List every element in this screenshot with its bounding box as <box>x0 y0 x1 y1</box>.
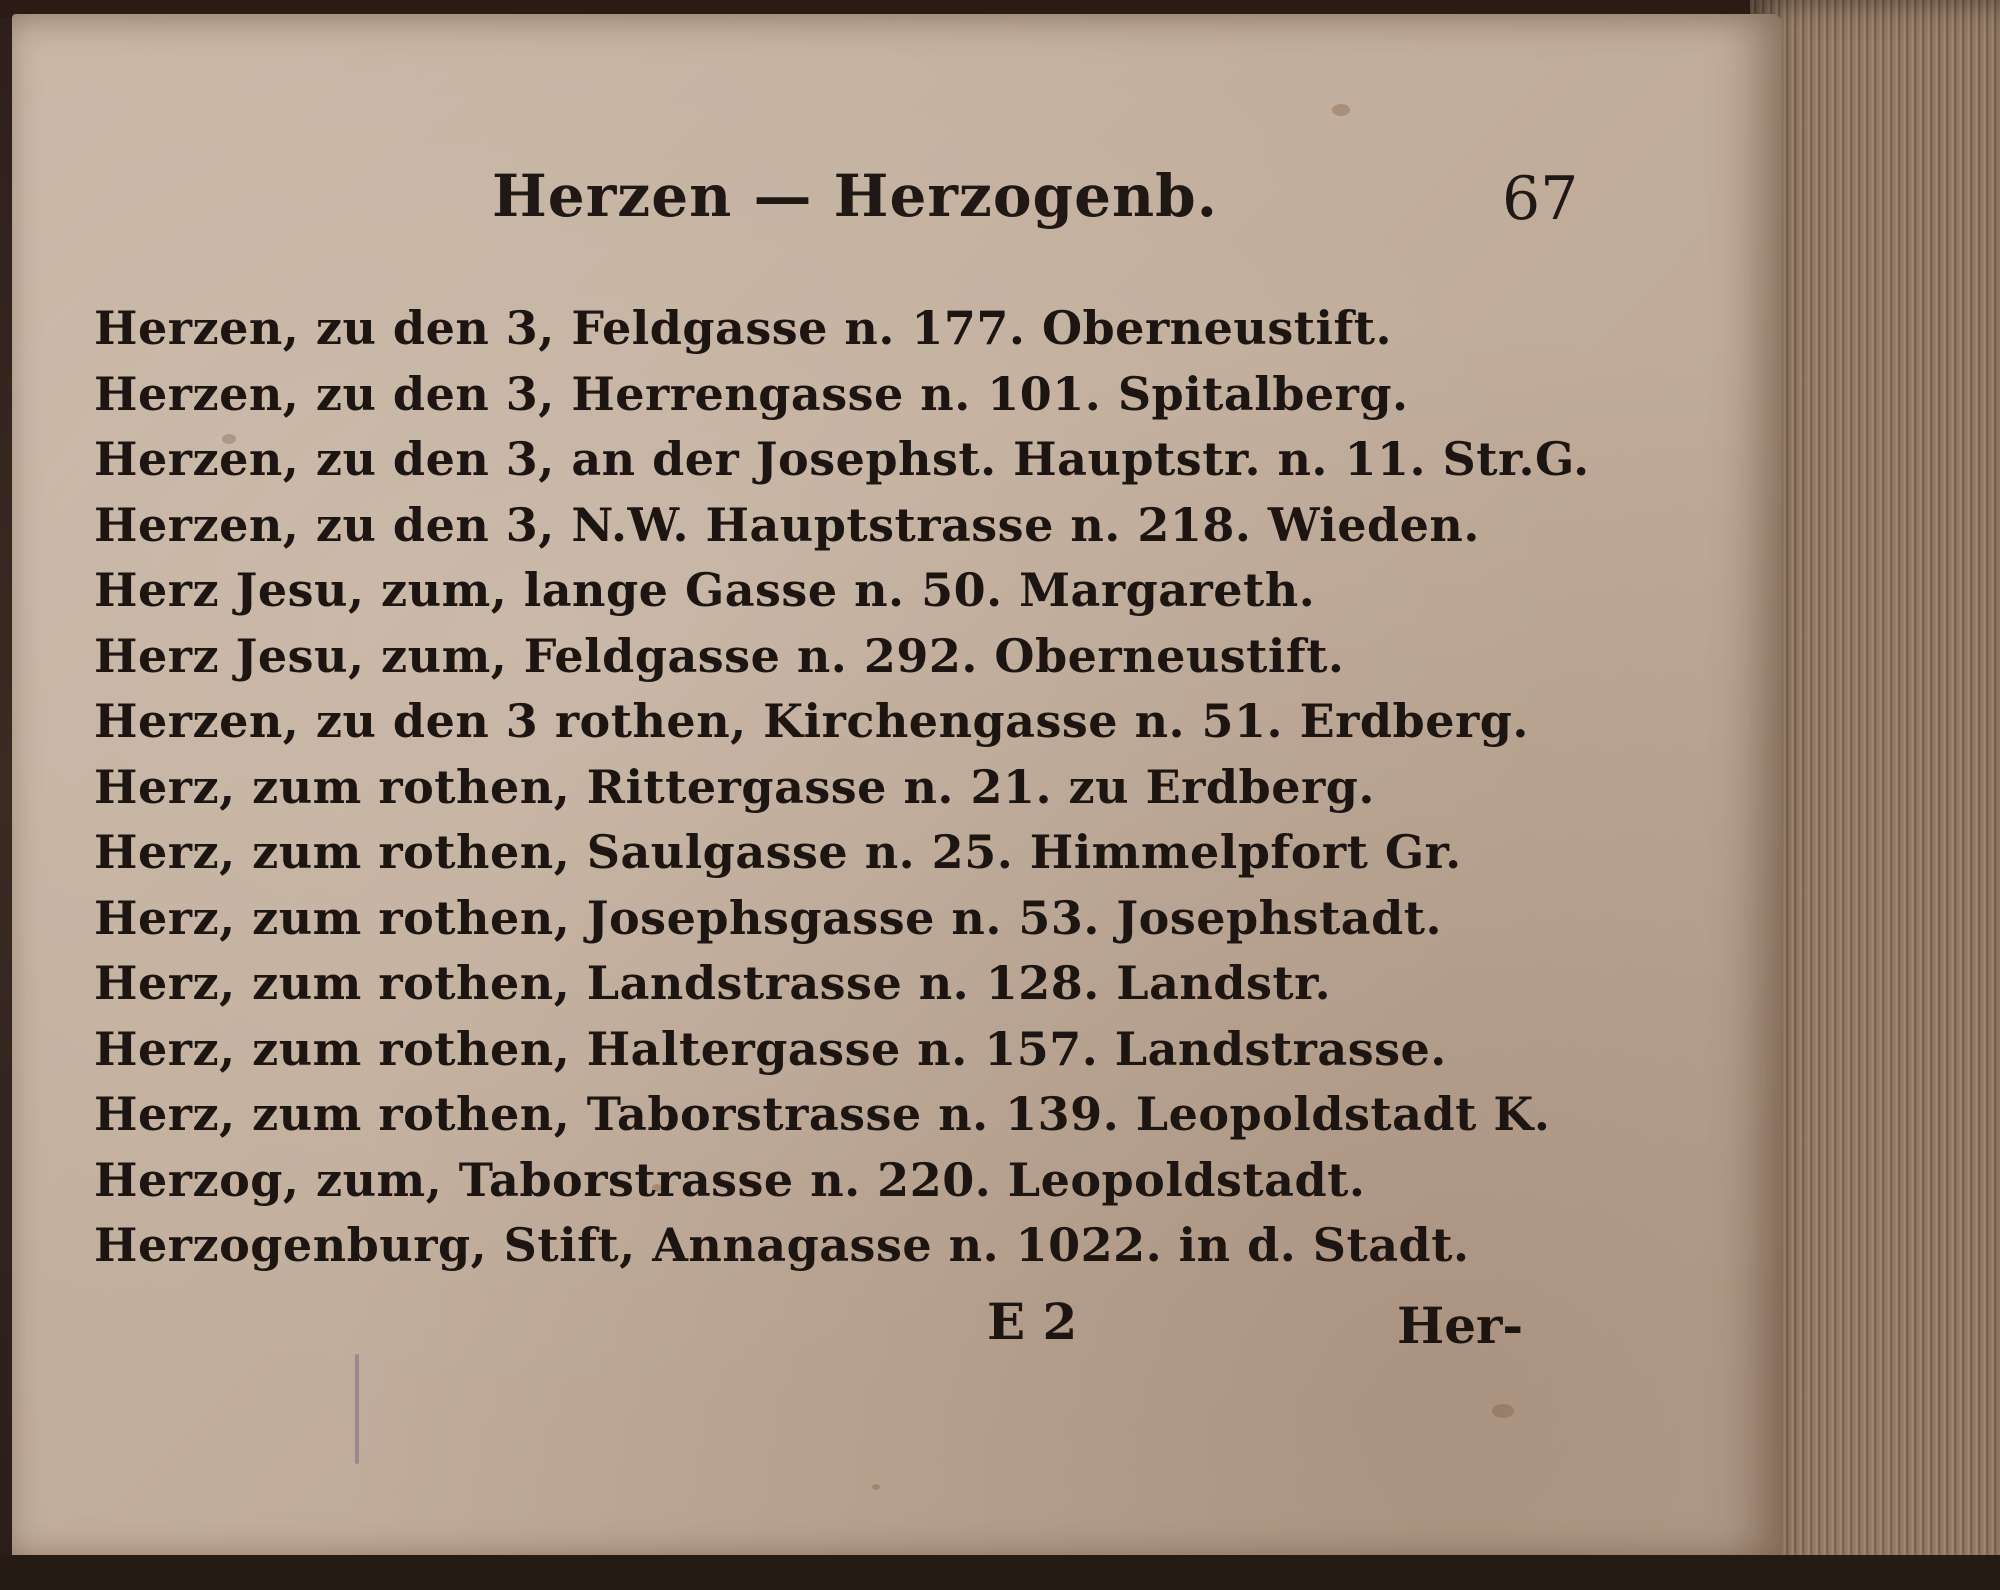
directory-entry: Herzog, zum, Taborstrasse n. 220. Leopoldstadt. <box>94 1152 1366 1207</box>
directory-entries <box>94 296 1614 1279</box>
paper-stain <box>872 1484 880 1490</box>
directory-entry: Herzogenburg, Stift, Annagasse n. 1022. in d. Stadt. <box>94 1218 1470 1272</box>
page-block-edges <box>1750 0 2000 1590</box>
directory-entry: Herzen, zu den 3 rothen, Kirchengasse n. 51. Erdberg. <box>94 694 1529 748</box>
paper-stain <box>1492 1404 1514 1418</box>
running-head: Herzen — Herzogenb. <box>492 162 1218 230</box>
directory-entry: Herz Jesu, zum, Feldgasse n. 292. Oberneustift. <box>94 628 1345 683</box>
pencil-mark <box>355 1354 359 1464</box>
book-page <box>12 14 1782 1562</box>
signature-mark: E 2 <box>987 1292 1078 1351</box>
directory-entry: Herzen, zu den 3, Herrengasse n. 101. Spitalberg. <box>94 366 1409 421</box>
directory-entry: Herz, zum rothen, Josephsgasse n. 53. Josephstadt. <box>94 890 1442 945</box>
directory-entry: Herzen, zu den 3, Feldgasse n. 177. Oberneustift. <box>94 301 1393 355</box>
directory-entry: Herz, zum rothen, Haltergasse n. 157. Landstrasse. <box>94 1021 1447 1076</box>
directory-entry: Herz, zum rothen, Saulgasse n. 25. Himmelpfort Gr. <box>94 825 1462 879</box>
paper-stain <box>1332 104 1350 116</box>
directory-entry: Herz, zum rothen, Taborstrasse n. 139. Leopoldstadt K. <box>94 1087 1551 1141</box>
directory-entry: Herz, zum rothen, Rittergasse n. 21. zu Erdberg. <box>94 759 1375 814</box>
directory-entry: Herzen, zu den 3, N.W. Hauptstrasse n. 218. Wieden. <box>94 497 1480 552</box>
directory-entry: Herz, zum rothen, Landstrasse n. 128. Landstr. <box>94 956 1332 1010</box>
directory-entry: Herz Jesu, zum, lange Gasse n. 50. Margareth. <box>94 563 1316 617</box>
page-number: 67 <box>1502 164 1579 234</box>
directory-entry: Herzen, zu den 3, an der Josephst. Hauptstr. n. 11. Str.G. <box>94 432 1590 486</box>
catchword: Her- <box>1397 1296 1524 1355</box>
book-cover-bottom <box>0 1555 2000 1590</box>
